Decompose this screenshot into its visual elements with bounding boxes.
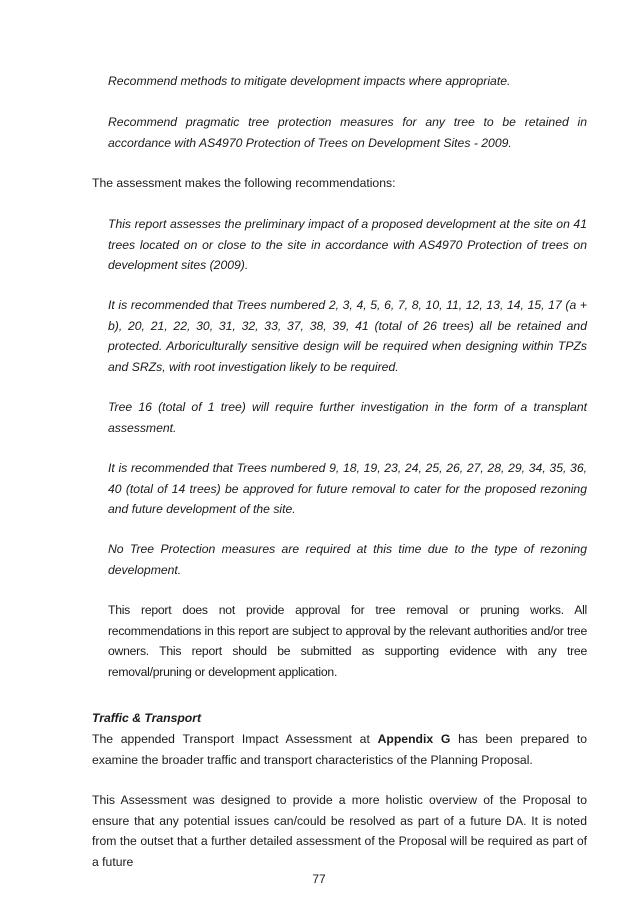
recommendation-disclaimer: This report does not provide approval for tree removal or pruning works. All recommendations in this report are subject to approval by the relevant authorities and/or tree owners. This report should be submitted as supporting evidence with any tree removal/pruning or development application.: [108, 603, 587, 679]
page-number: 77: [312, 872, 326, 886]
recommendation-trees-retained: It is recommended that Trees numbered 2, 3, 4, 5, 6, 7, 8, 10, 11, 12, 13, 14, 15, 17 (a + b), 20, 21, 22, 30, 31, 32, 33, 37, 38, 39, 41 (total of 26 trees) all be retained and protected. Arboriculturally sensitive design will be required when designing within TPZs and SRZs, with root investigation likely to be required.: [108, 298, 587, 374]
objective-tree-protection: Recommend pragmatic tree protection measures for any tree to be retained in accordance with AS4970 Protection of Trees on Development Sites - 2009.: [108, 115, 587, 150]
traffic-paragraph-2: This Assessment was designed to provide a more holistic overview of the Proposal to ensure that any potential issues can/could be resolved as part of a future DA. It is noted from the outset that a further detailed assessment of the Proposal will be required as part of a future: [92, 793, 587, 869]
appendix-reference: Appendix G: [377, 732, 451, 746]
traffic-paragraph-1: [92, 729, 587, 770]
recommendation-no-protection: No Tree Protection measures are required at this time due to the type of rezoning development.: [108, 542, 587, 577]
objective-mitigate: Recommend methods to mitigate development impacts where appropriate.: [108, 74, 511, 88]
section-heading-traffic: Traffic & Transport: [92, 711, 202, 725]
traffic-para1-text-before: The appended Transport Impact Assessment at: [92, 732, 378, 746]
traffic-para1-text-after: has been prepared to examine the broader traffic and transport characteristics of the Planning Proposal.: [92, 732, 588, 767]
recommendation-trees-removal: It is recommended that Trees numbered 9, 18, 19, 23, 24, 25, 26, 27, 28, 29, 34, 35, 36, 40 (total of 14 trees) be approved for future removal to cater for the proposed rezoning and future development of the site.: [108, 461, 587, 516]
recommendation-preliminary-impact: This report assesses the preliminary impact of a proposed development at the site on 41 trees located on or close to the site in accordance with AS4970 Protection of trees on development sites (2009).: [108, 217, 587, 272]
recommendation-transplant: Tree 16 (total of 1 tree) will require further investigation in the form of a transplant assessment.: [108, 400, 587, 435]
recommendations-intro: The assessment makes the following recommendations:: [92, 176, 396, 190]
